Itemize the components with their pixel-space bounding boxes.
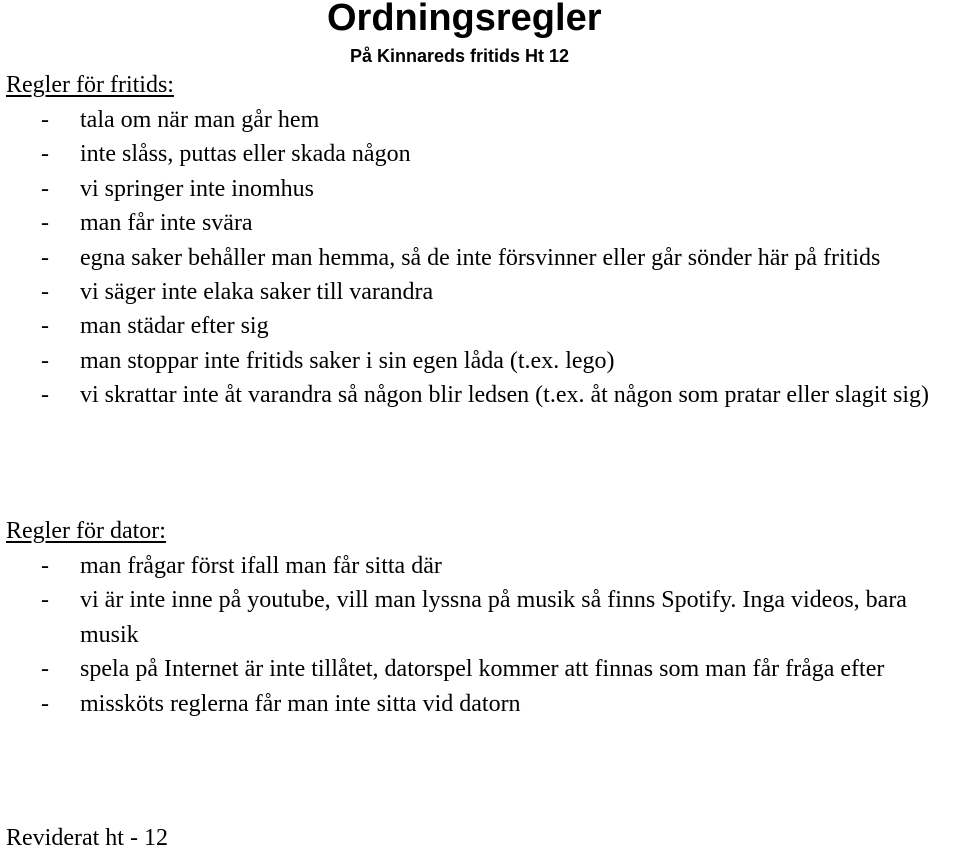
bullet-dash: - (41, 347, 49, 374)
bullet-dash: - (41, 107, 49, 133)
rule-item (0, 241, 960, 275)
rule-list-dator (0, 549, 960, 721)
rule-item (0, 103, 960, 137)
bullet-dash: - (41, 587, 49, 614)
bullet-dash: - (41, 553, 49, 579)
bullet-dash: - (41, 313, 49, 340)
rule-item (0, 549, 960, 583)
rule-item (0, 172, 960, 206)
bullet-dash: - (41, 382, 49, 409)
rule-text: vi skrattar inte åt varandra så någon blir ledsen (t.ex. åt någon som pratar eller slagit sig) (80, 382, 930, 409)
rule-item (0, 206, 960, 240)
rule-text: tala om när man går hem (80, 107, 320, 133)
rule-text: missköts reglerna får man inte sitta vid datorn (80, 690, 521, 717)
rule-item (0, 309, 960, 343)
bullet-dash: - (41, 690, 49, 717)
rule-text: inte slåss, puttas eller skada någon (80, 141, 411, 168)
rule-text: man får inte svära (80, 210, 253, 237)
rule-item (0, 652, 960, 686)
section-heading-fritids: Regler för fritids: (6, 72, 174, 98)
bullet-dash: - (41, 656, 49, 683)
rule-text: vi säger inte elaka saker till varandra (80, 279, 434, 306)
page-subtitle: På Kinnareds fritids Ht 12 (350, 46, 570, 66)
rule-text: vi är inte inne på youtube, vill man lyssna på musik så finns Spotify. Inga videos, bara musik (80, 587, 907, 648)
rule-text: man stoppar inte fritids saker i sin egen låda (t.ex. lego) (80, 347, 615, 374)
bullet-dash: - (41, 210, 49, 237)
rule-text: vi springer inte inomhus (80, 175, 314, 202)
bullet-dash: - (41, 175, 49, 202)
rule-item (0, 687, 960, 721)
bullet-dash: - (41, 141, 49, 168)
page-title: Ordningsregler (327, 0, 602, 39)
rule-item (0, 137, 960, 171)
rule-text: spela på Internet är inte tillåtet, datorspel kommer att finnas som man får fråga efter (80, 656, 885, 683)
rule-text: man städar efter sig (80, 313, 269, 340)
rule-item (0, 583, 960, 652)
bullet-dash: - (41, 279, 49, 306)
rule-item (0, 344, 960, 378)
section-heading-dator: Regler för dator: (6, 518, 166, 544)
bullet-dash: - (41, 244, 49, 271)
rule-text: egna saker behåller man hemma, så de inte försvinner eller går sönder här på fritids (80, 244, 881, 271)
rule-list-fritids (0, 103, 960, 413)
rule-text: man frågar först ifall man får sitta där (80, 553, 442, 579)
revision-footer: Reviderat ht - 12 (6, 825, 168, 851)
rule-item (0, 275, 960, 309)
rule-item (0, 378, 960, 412)
